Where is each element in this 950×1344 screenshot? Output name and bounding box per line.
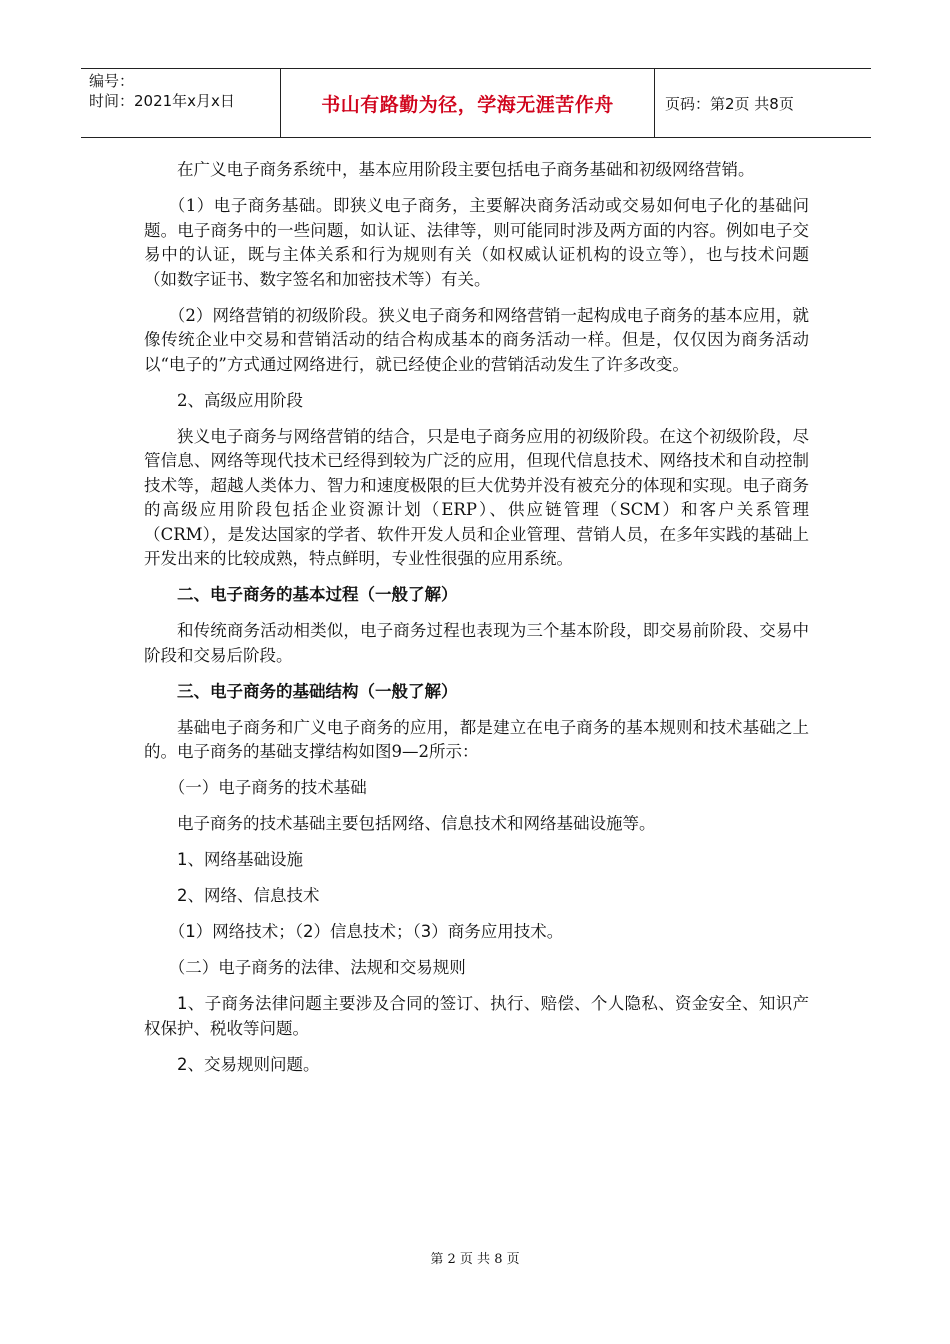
header-meta [81, 69, 281, 137]
document-number-label: 编号： [89, 72, 135, 90]
document-time-label: 时间：2021年x月x日 [89, 92, 235, 110]
section-heading: 三、电子商务的基础结构（一般了解） [177, 681, 458, 701]
subheading: 2、高级应用阶段 [177, 390, 303, 410]
paragraph: 电子商务的技术基础主要包括网络、信息技术和网络基础设施等。 [177, 814, 656, 833]
paragraph: （1）电子商务基础。即狭义电子商务，主要解决商务活动或交易如何电子化的基础问题。电子商务中的一些问题，如认证、法律等，则可能同时涉及两方面的内容。例如电子交易中的认证，既与主体关系和行为规则有关（如权威认证机构的设立等），也与技术问题（如数字证书、数字签名和加密技术等）有关。 [144, 196, 809, 289]
document-body [144, 158, 809, 1089]
header-page-info: 页码：第2页 共8页 [665, 94, 794, 113]
paragraph: 和传统商务活动相类似，电子商务过程也表现为三个基本阶段，即交易前阶段、交易中阶段和交易后阶段。 [144, 621, 809, 665]
page-footer: 第 2 页 共 8 页 [430, 1252, 520, 1267]
header-motto: 书山有路勤为径，学海无涯苦作舟 [321, 93, 614, 116]
page-header [81, 68, 871, 138]
list-item: 2、交易规则问题。 [177, 1054, 320, 1074]
paragraph: 1、子商务法律问题主要涉及合同的签订、执行、赔偿、个人隐私、资金安全、知识产权保护、税收等问题。 [144, 994, 809, 1038]
paragraph: （2）网络营销的初级阶段。狭义电子商务和网络营销一起构成电子商务的基本应用，就像传统企业中交易和营销活动的结合构成基本的商务活动一样。但是，仅仅因为商务活动以“电子的”方式通过网络进行，就已经使企业的营销活动发生了许多改变。 [144, 305, 809, 374]
subheading: （一）电子商务的技术基础 [168, 778, 367, 797]
subheading: （二）电子商务的法律、法规和交易规则 [168, 958, 466, 977]
paragraph: 基础电子商务和广义电子商务的应用，都是建立在电子商务的基本规则和技术基础之上的。电子商务的基础支撑结构如图9—2所示： [144, 717, 809, 761]
paragraph: 在广义电子商务系统中，基本应用阶段主要包括电子商务基础和初级网络营销。 [177, 160, 755, 179]
paragraph: 狭义电子商务与网络营销的结合，只是电子商务应用的初级阶段。在这个初级阶段，尽管信息、网络等现代技术已经得到较为广泛的应用，但现代信息技术、网络技术和自动控制技术等，超越人类体力、智力和速度极限的巨大优势并没有被充分的体现和实现。电子商务的高级应用阶段包括企业资源计划（ERP）、供应链管理（SCM）和客户关系管理（CRM），是发达国家的学者、软件开发人员和企业管理、营销人员，在多年实践的基础上开发出来的比较成熟，特点鲜明，专业性很强的应用系统。 [144, 426, 809, 568]
list-item: （1）网络技术；（2）信息技术；（3）商务应用技术。 [168, 922, 564, 941]
list-item: 2、网络、信息技术 [177, 886, 320, 905]
header-page-info-cell [655, 69, 871, 137]
list-item: 1、网络基础设施 [177, 850, 303, 869]
section-heading: 二、电子商务的基本过程（一般了解） [177, 585, 458, 604]
header-motto-cell [281, 69, 655, 137]
